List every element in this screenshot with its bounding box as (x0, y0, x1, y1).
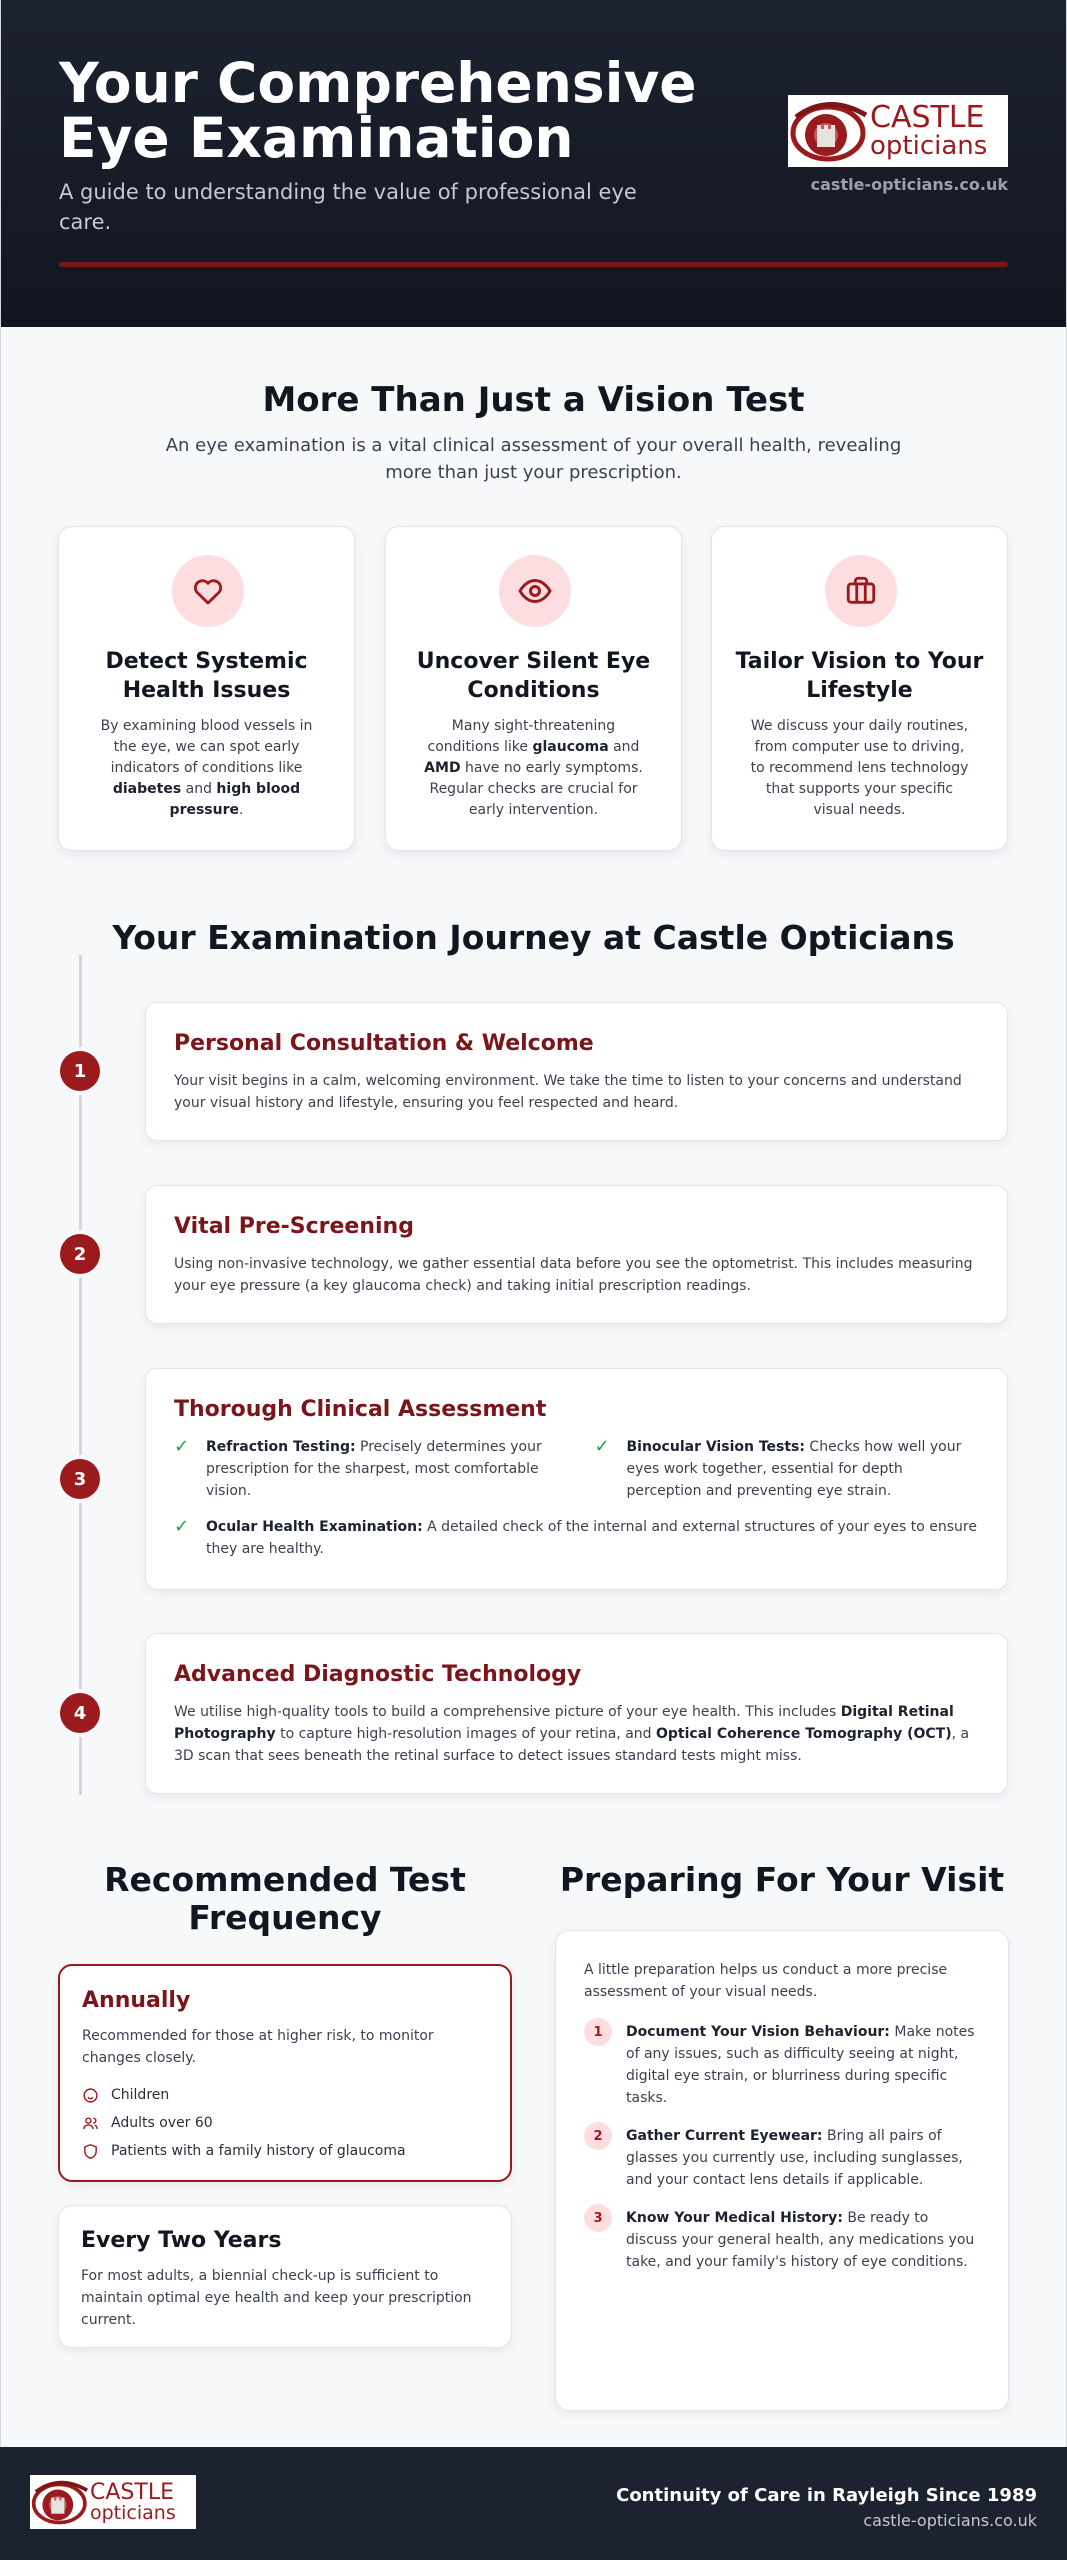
step-text: Your visit begins in a calm, welcoming environment. We take the time to listen to your concerns and understand your visual history and lifestyle, ensuring you feel respected and heard. (174, 1073, 962, 1111)
frequency-card-title: Annually (82, 1988, 191, 2013)
benefit-text: Many sight-threatening conditions like glaucoma and AMD have no early symptoms. Regular checks are crucial for early intervention. (424, 718, 643, 818)
risk-group-list (82, 2081, 488, 2165)
step-number-badge: 2 (60, 1234, 100, 1274)
checklist-item: ✓ Binocular Vision Tests: Checks how well your eyes work together, essential for depth perception and preventing eye strain. (595, 1436, 980, 1502)
logo-word-castle: CASTLE (870, 100, 985, 135)
castle-eye-logo-icon (788, 95, 870, 167)
logo-word-opticians: opticians (90, 2501, 176, 2524)
benefit-card-systemic-health (58, 526, 355, 851)
castle-eye-logo-icon (30, 2475, 90, 2529)
heart-icon (172, 555, 244, 627)
preparation-step-badge: 1 (584, 2018, 612, 2046)
journey-step-consultation (145, 1002, 1008, 1141)
benefit-text: By examining blood vessels in the eye, we can spot early indicators of conditions like diabetes and high blood pressure. (100, 718, 313, 818)
checklist-item: ✓ Ocular Health Examination: A detailed check of the internal and external structures of your eyes to ensure they are healthy. (174, 1516, 979, 1560)
preparation-item: 2 Gather Current Eyewear: Bring all pairs of glasses you currently use, including sunglasses, and your contact lens details if applicable. (584, 2125, 980, 2191)
risk-group-item: Children (82, 2081, 488, 2109)
risk-group-item: Patients with a family history of glaucoma (82, 2137, 488, 2165)
journey-step-clinical-assessment (145, 1368, 1008, 1590)
benefit-title: Tailor Vision to Your Lifestyle (735, 649, 984, 703)
briefcase-icon (825, 555, 897, 627)
journey-step-diagnostic-technology (145, 1633, 1008, 1794)
step-title: Vital Pre-Screening (174, 1214, 414, 1239)
step-number-badge: 1 (60, 1051, 100, 1091)
step-text: Using non-invasive technology, we gather essential data before you see the optometrist. This includes measuring your eye pressure (a key glaucoma check) and taking initial prescription readings. (174, 1256, 973, 1294)
users-icon (82, 2115, 111, 2132)
checklist-item: ✓ Refraction Testing: Precisely determines your prescription for the sharpest, most comfortable vision. (174, 1436, 559, 1502)
page-footer (0, 2447, 1067, 2560)
footer-logo[interactable] (30, 2475, 196, 2529)
logo-word-castle: CASTLE (90, 2479, 174, 2505)
frequency-card-every-two-years (58, 2205, 512, 2348)
frequency-card-annually (58, 1964, 512, 2182)
preparation-step-badge: 2 (584, 2122, 612, 2150)
step-title: Advanced Diagnostic Technology (174, 1662, 582, 1687)
benefit-title: Detect Systemic Health Issues (105, 649, 308, 703)
preparation-step-badge: 3 (584, 2204, 612, 2232)
step-number-badge: 4 (60, 1693, 100, 1733)
page-header (1, 0, 1066, 327)
preparation-intro: A little preparation helps us conduct a more precise assessment of your visual needs. (584, 1962, 948, 2000)
logo-word-opticians: opticians (870, 131, 988, 161)
check-icon: ✓ (594, 1436, 610, 1457)
shield-icon (82, 2143, 111, 2160)
header-website-link[interactable]: castle-opticians.co.uk (810, 175, 1008, 194)
eye-icon (499, 555, 571, 627)
footer-website-link[interactable]: castle-opticians.co.uk (863, 2511, 1037, 2530)
page-title: Your Comprehensive Eye Examination (59, 51, 697, 170)
preparation-heading: Preparing For Your Visit (559, 1860, 1005, 1899)
frequency-card-text: Recommended for those at higher risk, to monitor changes closely. (82, 2028, 434, 2066)
preparation-item: 3 Know Your Medical History: Be ready to discuss your general health, any medications you take, and your family's history of eye conditions. (584, 2207, 980, 2273)
check-icon: ✓ (174, 1436, 190, 1457)
frequency-card-title: Every Two Years (81, 2228, 282, 2253)
page-subtitle: A guide to understanding the value of professional eye care. (59, 180, 637, 234)
step-title: Thorough Clinical Assessment (174, 1397, 547, 1422)
assessment-checklist (174, 1436, 979, 1560)
intro-subtitle: An eye examination is a vital clinical assessment of your overall health, revealing more than just your prescription. (165, 435, 902, 483)
benefit-title: Uncover Silent Eye Conditions (416, 649, 651, 703)
step-title: Personal Consultation & Welcome (174, 1031, 594, 1056)
journey-heading: Your Examination Journey at Castle Opticians (112, 918, 955, 957)
preparation-card (555, 1930, 1009, 2411)
benefit-card-lifestyle (711, 526, 1008, 851)
risk-group-item: Adults over 60 (82, 2109, 488, 2137)
step-number-badge: 3 (60, 1459, 100, 1499)
step-text: We utilise high-quality tools to build a comprehensive picture of your eye health. This includes Digital Retinal Photography to capture high-resolution images of your retina, and Optical Coherence Tomography (OCT), a 3D scan that sees beneath the retinal surface to detect issues standard tests might miss. (174, 1704, 970, 1764)
journey-step-pre-screening (145, 1185, 1008, 1324)
frequency-card-text: For most adults, a biennial check-up is sufficient to maintain optimal eye health and keep your prescription current. (81, 2268, 472, 2328)
check-icon: ✓ (174, 1516, 190, 1537)
intro-heading: More Than Just a Vision Test (262, 380, 805, 420)
castle-opticians-logo[interactable] (788, 95, 1008, 167)
child-face-icon (82, 2087, 111, 2104)
frequency-heading: Recommended Test Frequency (104, 1860, 466, 1937)
preparation-item: 1 Document Your Vision Behaviour: Make notes of any issues, such as difficulty seeing at night, digital eye strain, or blurriness during specific tasks. (584, 2021, 980, 2109)
header-divider (59, 262, 1008, 267)
benefit-card-silent-conditions (385, 526, 682, 851)
footer-tagline: Continuity of Care in Rayleigh Since 1989 (616, 2485, 1037, 2506)
benefit-text: We discuss your daily routines, from computer use to driving, to recommend lens technology that supports your specific visual needs. (750, 718, 969, 818)
